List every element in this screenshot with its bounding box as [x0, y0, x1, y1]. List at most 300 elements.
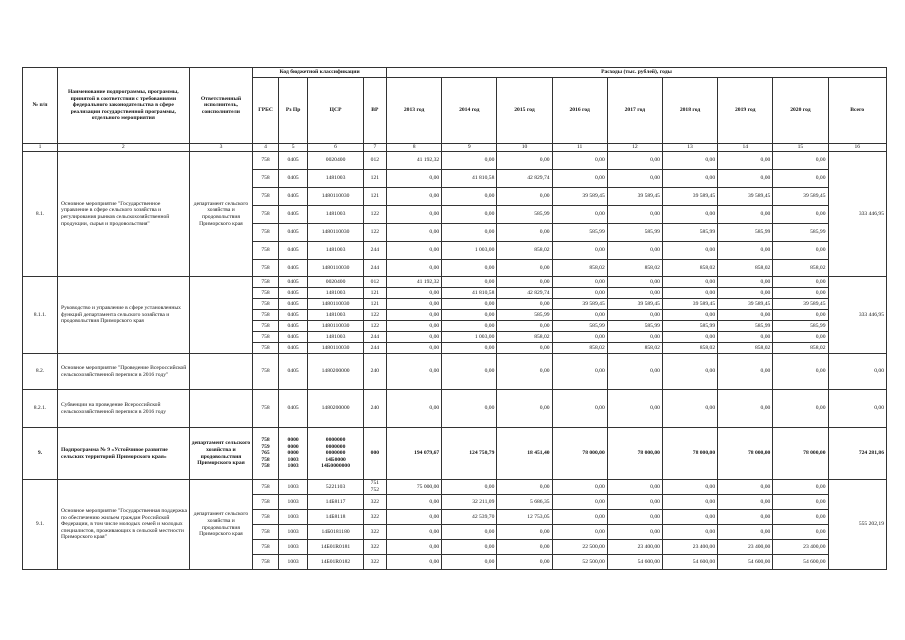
y2019-cell: 0,00: [718, 495, 773, 510]
y2016-cell: 858,02: [552, 260, 607, 277]
y2017-cell: 0,00: [607, 480, 662, 495]
grbs-cell: 758: [253, 343, 278, 354]
y2017-cell: 0,00: [607, 170, 662, 188]
csr-cell: 1480110030: [308, 321, 363, 332]
row-number: 8.2.1.: [23, 390, 58, 428]
grbs-cell: 758: [253, 332, 278, 343]
rzpr-cell: 0405: [278, 277, 308, 288]
row-responsible: департамент сельского хозяйства и продовольствия Приморского края: [189, 152, 253, 277]
grbs-cell: 758: [253, 525, 278, 540]
y2018-cell: 39 589,45: [662, 188, 717, 206]
csr-cell: 1480110030: [308, 224, 363, 242]
grbs-cell: 758: [253, 277, 278, 288]
column-number: 14: [718, 144, 773, 152]
csr-cell: 1481003: [308, 242, 363, 260]
rzpr-cell: 1003: [278, 480, 308, 495]
y2019-cell: 0,00: [718, 288, 773, 299]
y2019-cell: 0,00: [718, 152, 773, 170]
y2019-cell: 0,00: [718, 170, 773, 188]
row-total: 724 281,86: [828, 428, 886, 480]
csr-cell: 14Б01R0181: [308, 540, 363, 555]
rzpr-cell: 0405: [278, 310, 308, 321]
csr-cell: 14Б8117: [308, 495, 363, 510]
y2015-cell: 42 829,74: [497, 170, 552, 188]
y2014-cell: 0,00: [442, 188, 497, 206]
grbs-cell: 758: [253, 555, 278, 570]
y2018-cell: 39 589,45: [662, 299, 717, 310]
y2014-cell: 124 750,79: [442, 428, 497, 480]
y2016-cell: 0,00: [552, 206, 607, 224]
y2015-cell: 0,00: [497, 188, 552, 206]
y2019-cell: 0,00: [718, 332, 773, 343]
column-number: 5: [278, 144, 308, 152]
y2017-cell: 0,00: [607, 332, 662, 343]
y2014-cell: 0,00: [442, 152, 497, 170]
y2017-cell: 0,00: [607, 390, 662, 428]
y2019-cell: 0,00: [718, 390, 773, 428]
header-2015: 2015 год: [497, 78, 552, 144]
y2020-cell: 0,00: [773, 354, 828, 390]
y2020-cell: 858,02: [773, 260, 828, 277]
column-number: 3: [189, 144, 253, 152]
y2014-cell: 0,00: [442, 540, 497, 555]
budget-table-sheet: [22, 67, 887, 597]
y2018-cell: 54 600,00: [662, 555, 717, 570]
y2019-cell: 23 400,00: [718, 540, 773, 555]
table-row: [23, 354, 887, 390]
y2016-cell: 0,00: [552, 277, 607, 288]
rzpr-cell: 0405: [278, 224, 308, 242]
row-number: 8.1.: [23, 152, 58, 277]
y2013-cell: 0,00: [387, 525, 442, 540]
y2017-cell: 0,00: [607, 525, 662, 540]
row-responsible: [189, 390, 253, 428]
row-responsible: департамент сельского хозяйства и продовольствия Приморского края: [189, 428, 253, 480]
grbs-cell: 758: [253, 390, 278, 428]
row-number: 9.1.: [23, 480, 58, 570]
y2014-cell: 0,00: [442, 224, 497, 242]
csr-cell: 14Б0181180: [308, 525, 363, 540]
y2015-cell: 5 686,35: [497, 495, 552, 510]
y2017-cell: 0,00: [607, 242, 662, 260]
column-number: 4: [253, 144, 278, 152]
y2020-cell: 39 589,45: [773, 188, 828, 206]
header-name: Наименование подпрограммы, программы, принятой в соответствии с требованиями федерального законодательства в сфере реализации государственной программы, отдельного мероприятия: [58, 68, 190, 144]
y2015-cell: 0,00: [497, 260, 552, 277]
csr-cell: 1480200000: [308, 354, 363, 390]
y2016-cell: 0,00: [552, 170, 607, 188]
y2016-cell: 22 500,00: [552, 540, 607, 555]
y2013-cell: 0,00: [387, 540, 442, 555]
vr-cell: 244: [363, 242, 386, 260]
y2017-cell: 0,00: [607, 277, 662, 288]
row-total: 0,00: [828, 390, 886, 428]
y2020-cell: 0,00: [773, 152, 828, 170]
y2015-cell: 0,00: [497, 277, 552, 288]
column-number: 1: [23, 144, 58, 152]
rzpr-cell: 0405: [278, 354, 308, 390]
vr-cell: 244: [363, 332, 386, 343]
rzpr-cell: 0405: [278, 260, 308, 277]
column-number: 11: [552, 144, 607, 152]
grbs-cell: 758 759 765 758 758: [253, 428, 278, 480]
y2015-cell: 42 829,74: [497, 288, 552, 299]
row-responsible: [189, 354, 253, 390]
y2019-cell: 858,02: [718, 260, 773, 277]
row-name: Основное мероприятие "Проведение Всероссийской сельскохозяйственной переписи в 2016 году": [58, 354, 190, 390]
rzpr-cell: 0405: [278, 390, 308, 428]
csr-cell: 1481003: [308, 170, 363, 188]
y2017-cell: 23 400,00: [607, 540, 662, 555]
y2013-cell: 0,00: [387, 510, 442, 525]
y2018-cell: 78 000,00: [662, 428, 717, 480]
column-number: 9: [442, 144, 497, 152]
rzpr-cell: 0405: [278, 299, 308, 310]
vr-cell: 122: [363, 224, 386, 242]
column-number: 6: [308, 144, 363, 152]
y2019-cell: 0,00: [718, 277, 773, 288]
row-total: 333 446,95: [828, 277, 886, 354]
y2015-cell: 585,99: [497, 206, 552, 224]
rzpr-cell: 0000 0000 0000 1003 1003: [278, 428, 308, 480]
grbs-cell: 758: [253, 188, 278, 206]
y2014-cell: 0,00: [442, 206, 497, 224]
y2015-cell: 0,00: [497, 555, 552, 570]
y2020-cell: 23 400,00: [773, 540, 828, 555]
csr-cell: 0020400: [308, 152, 363, 170]
y2020-cell: 0,00: [773, 480, 828, 495]
y2020-cell: 585,99: [773, 321, 828, 332]
row-total: 555 202,19: [828, 480, 886, 570]
vr-cell: 012: [363, 277, 386, 288]
y2017-cell: 0,00: [607, 152, 662, 170]
y2020-cell: 0,00: [773, 390, 828, 428]
csr-cell: 1480110030: [308, 343, 363, 354]
csr-cell: 5221103: [308, 480, 363, 495]
y2019-cell: 0,00: [718, 510, 773, 525]
y2018-cell: 585,99: [662, 321, 717, 332]
budget-table-body: [23, 152, 887, 570]
header-num: № п/п: [23, 68, 58, 144]
column-number: 8: [387, 144, 442, 152]
csr-cell: 1481003: [308, 288, 363, 299]
y2019-cell: 54 600,00: [718, 555, 773, 570]
rzpr-cell: 1003: [278, 540, 308, 555]
y2017-cell: 0,00: [607, 354, 662, 390]
y2020-cell: 0,00: [773, 170, 828, 188]
column-number-row: [23, 144, 887, 152]
rzpr-cell: 1003: [278, 510, 308, 525]
y2015-cell: 0,00: [497, 321, 552, 332]
header-kbk: Код бюджетной классификации: [253, 68, 387, 78]
header-2016: 2016 год: [552, 78, 607, 144]
y2016-cell: 0,00: [552, 332, 607, 343]
y2017-cell: 0,00: [607, 495, 662, 510]
y2018-cell: 0,00: [662, 390, 717, 428]
y2017-cell: 0,00: [607, 310, 662, 321]
csr-cell: 1481003: [308, 332, 363, 343]
vr-cell: 240: [363, 390, 386, 428]
grbs-cell: 758: [253, 510, 278, 525]
column-number: 10: [497, 144, 552, 152]
y2015-cell: 0,00: [497, 224, 552, 242]
y2016-cell: 0,00: [552, 495, 607, 510]
y2014-cell: 41 810,58: [442, 288, 497, 299]
y2019-cell: 0,00: [718, 354, 773, 390]
y2020-cell: 0,00: [773, 242, 828, 260]
header-grbs: ГРБС: [253, 78, 278, 144]
y2016-cell: 0,00: [552, 510, 607, 525]
y2015-cell: 0,00: [497, 480, 552, 495]
y2019-cell: 39 589,45: [718, 299, 773, 310]
rzpr-cell: 0405: [278, 188, 308, 206]
rzpr-cell: 0405: [278, 242, 308, 260]
y2018-cell: 0,00: [662, 310, 717, 321]
y2018-cell: 0,00: [662, 480, 717, 495]
header-2018: 2018 год: [662, 78, 717, 144]
grbs-cell: 758: [253, 299, 278, 310]
y2016-cell: 0,00: [552, 525, 607, 540]
y2015-cell: 0,00: [497, 152, 552, 170]
y2015-cell: 0,00: [497, 299, 552, 310]
y2013-cell: 0,00: [387, 332, 442, 343]
vr-cell: 000: [363, 428, 386, 480]
y2014-cell: 0,00: [442, 277, 497, 288]
y2013-cell: 0,00: [387, 354, 442, 390]
y2014-cell: 42 539,70: [442, 510, 497, 525]
y2016-cell: 858,02: [552, 343, 607, 354]
vr-cell: 322: [363, 555, 386, 570]
csr-cell: 0000000 0000000 0000000 14Б0000 14Б0000000: [308, 428, 363, 480]
y2020-cell: 39 589,45: [773, 299, 828, 310]
row-responsible: [189, 277, 253, 354]
y2015-cell: 0,00: [497, 343, 552, 354]
grbs-cell: 758: [253, 206, 278, 224]
y2016-cell: 0,00: [552, 390, 607, 428]
y2019-cell: 0,00: [718, 242, 773, 260]
header-2019: 2019 год: [718, 78, 773, 144]
y2020-cell: 0,00: [773, 510, 828, 525]
vr-cell: 121: [363, 188, 386, 206]
header-expenses: Расходы (тыс. рублей), годы: [387, 68, 887, 78]
y2020-cell: 0,00: [773, 525, 828, 540]
y2017-cell: 0,00: [607, 510, 662, 525]
grbs-cell: 758: [253, 288, 278, 299]
rzpr-cell: 0405: [278, 288, 308, 299]
csr-cell: 1480110030: [308, 260, 363, 277]
y2020-cell: 0,00: [773, 495, 828, 510]
y2016-cell: 0,00: [552, 480, 607, 495]
vr-cell: 122: [363, 321, 386, 332]
y2013-cell: 0,00: [387, 260, 442, 277]
y2015-cell: 12 753,05: [497, 510, 552, 525]
grbs-cell: 758: [253, 495, 278, 510]
y2014-cell: 0,00: [442, 310, 497, 321]
y2014-cell: 0,00: [442, 299, 497, 310]
rzpr-cell: 0405: [278, 152, 308, 170]
y2013-cell: 0,00: [387, 310, 442, 321]
y2018-cell: 23 400,00: [662, 540, 717, 555]
y2013-cell: 0,00: [387, 555, 442, 570]
y2018-cell: 0,00: [662, 354, 717, 390]
y2015-cell: 0,00: [497, 540, 552, 555]
y2020-cell: 54 600,00: [773, 555, 828, 570]
vr-cell: 244: [363, 260, 386, 277]
rzpr-cell: 1003: [278, 495, 308, 510]
rzpr-cell: 0405: [278, 321, 308, 332]
grbs-cell: 758: [253, 260, 278, 277]
y2013-cell: 0,00: [387, 390, 442, 428]
y2013-cell: 0,00: [387, 343, 442, 354]
vr-cell: 121: [363, 288, 386, 299]
y2017-cell: 54 600,00: [607, 555, 662, 570]
y2016-cell: 0,00: [552, 152, 607, 170]
header-2020: 2020 год: [773, 78, 828, 144]
y2020-cell: 585,99: [773, 224, 828, 242]
row-number: 8.2.: [23, 354, 58, 390]
y2013-cell: 0,00: [387, 495, 442, 510]
row-name: Основное мероприятие "Государственная поддержка по обеспечению жильем граждан Российской Федерации, в том числе молодых семей и молодых специалистов, проживающих в сельской местности Приморского края": [58, 480, 190, 570]
y2013-cell: 0,00: [387, 321, 442, 332]
y2013-cell: 0,00: [387, 299, 442, 310]
y2018-cell: 0,00: [662, 288, 717, 299]
y2020-cell: 858,02: [773, 343, 828, 354]
column-number: 2: [58, 144, 190, 152]
y2016-cell: 0,00: [552, 310, 607, 321]
y2020-cell: 0,00: [773, 332, 828, 343]
row-total: 0,00: [828, 354, 886, 390]
vr-cell: 751 752: [363, 480, 386, 495]
y2015-cell: 858,02: [497, 242, 552, 260]
y2019-cell: 0,00: [718, 206, 773, 224]
y2016-cell: 585,99: [552, 321, 607, 332]
y2013-cell: 41 192,32: [387, 277, 442, 288]
rzpr-cell: 1003: [278, 555, 308, 570]
table-row: [23, 277, 887, 288]
header-2017: 2017 год: [607, 78, 662, 144]
y2018-cell: 0,00: [662, 170, 717, 188]
y2019-cell: 0,00: [718, 480, 773, 495]
y2017-cell: 39 589,45: [607, 188, 662, 206]
y2013-cell: 0,00: [387, 224, 442, 242]
y2017-cell: 858,02: [607, 343, 662, 354]
y2020-cell: 0,00: [773, 310, 828, 321]
vr-cell: 322: [363, 510, 386, 525]
grbs-cell: 758: [253, 540, 278, 555]
table-row: [23, 480, 887, 495]
y2020-cell: 78 000,00: [773, 428, 828, 480]
y2016-cell: 39 589,45: [552, 299, 607, 310]
y2016-cell: 39 589,45: [552, 188, 607, 206]
rzpr-cell: 0405: [278, 343, 308, 354]
y2014-cell: 0,00: [442, 390, 497, 428]
y2018-cell: 858,02: [662, 343, 717, 354]
y2015-cell: 585,99: [497, 310, 552, 321]
column-number: 16: [828, 144, 886, 152]
y2013-cell: 0,00: [387, 188, 442, 206]
row-number: 9.: [23, 428, 58, 480]
grbs-cell: 758: [253, 480, 278, 495]
rzpr-cell: 0405: [278, 170, 308, 188]
grbs-cell: 758: [253, 152, 278, 170]
csr-cell: 1481003: [308, 310, 363, 321]
table-row: [23, 390, 887, 428]
y2017-cell: 78 000,00: [607, 428, 662, 480]
vr-cell: 322: [363, 525, 386, 540]
vr-cell: 012: [363, 152, 386, 170]
header-responsible: Ответственный исполнитель, соисполнители: [189, 68, 253, 144]
y2014-cell: 1 003,00: [442, 242, 497, 260]
y2020-cell: 0,00: [773, 277, 828, 288]
header-rzpr: Рз Пр: [278, 78, 308, 144]
column-number: 12: [607, 144, 662, 152]
row-name: Руководство и управление в сфере установленных функций департамента сельского хозяйства и продовольствия Приморского края: [58, 277, 190, 354]
y2018-cell: 0,00: [662, 332, 717, 343]
subprogram-row: [23, 428, 887, 480]
csr-cell: 14Б8118: [308, 510, 363, 525]
y2019-cell: 78 000,00: [718, 428, 773, 480]
y2019-cell: 0,00: [718, 525, 773, 540]
y2018-cell: 0,00: [662, 277, 717, 288]
csr-cell: 1480110030: [308, 188, 363, 206]
y2013-cell: 0,00: [387, 288, 442, 299]
y2014-cell: 0,00: [442, 343, 497, 354]
column-number: 7: [363, 144, 386, 152]
y2017-cell: 585,99: [607, 321, 662, 332]
y2014-cell: 0,00: [442, 354, 497, 390]
y2015-cell: 0,00: [497, 354, 552, 390]
vr-cell: 122: [363, 206, 386, 224]
y2015-cell: 858,02: [497, 332, 552, 343]
y2013-cell: 0,00: [387, 242, 442, 260]
vr-cell: 322: [363, 540, 386, 555]
row-number: 8.1.1.: [23, 277, 58, 354]
y2013-cell: 194 079,67: [387, 428, 442, 480]
y2016-cell: 0,00: [552, 242, 607, 260]
grbs-cell: 758: [253, 224, 278, 242]
y2020-cell: 0,00: [773, 206, 828, 224]
header-2014: 2014 год: [442, 78, 497, 144]
y2017-cell: 858,02: [607, 260, 662, 277]
y2019-cell: 0,00: [718, 310, 773, 321]
y2016-cell: 585,99: [552, 224, 607, 242]
column-number: 13: [662, 144, 717, 152]
y2018-cell: 585,99: [662, 224, 717, 242]
vr-cell: 121: [363, 299, 386, 310]
csr-cell: 1480110030: [308, 299, 363, 310]
vr-cell: 121: [363, 170, 386, 188]
y2020-cell: 0,00: [773, 288, 828, 299]
row-name: Основное мероприятие "Государственное управление в сфере сельского хозяйства и регулирования рынков сельскохозяйственной продукции, сырья и продовольствия": [58, 152, 190, 277]
y2018-cell: 0,00: [662, 152, 717, 170]
column-number: 15: [773, 144, 828, 152]
y2018-cell: 0,00: [662, 495, 717, 510]
budget-table: [22, 67, 887, 570]
y2015-cell: 0,00: [497, 390, 552, 428]
y2015-cell: 18 451,40: [497, 428, 552, 480]
y2014-cell: 0,00: [442, 525, 497, 540]
y2015-cell: 0,00: [497, 525, 552, 540]
y2018-cell: 0,00: [662, 510, 717, 525]
rzpr-cell: 0405: [278, 332, 308, 343]
row-responsible: департамент сельского хозяйства и продовольствия Приморского края: [189, 480, 253, 570]
y2017-cell: 585,99: [607, 224, 662, 242]
csr-cell: 1480200000: [308, 390, 363, 428]
csr-cell: 0020400: [308, 277, 363, 288]
y2013-cell: 0,00: [387, 170, 442, 188]
y2017-cell: 0,00: [607, 288, 662, 299]
grbs-cell: 758: [253, 354, 278, 390]
